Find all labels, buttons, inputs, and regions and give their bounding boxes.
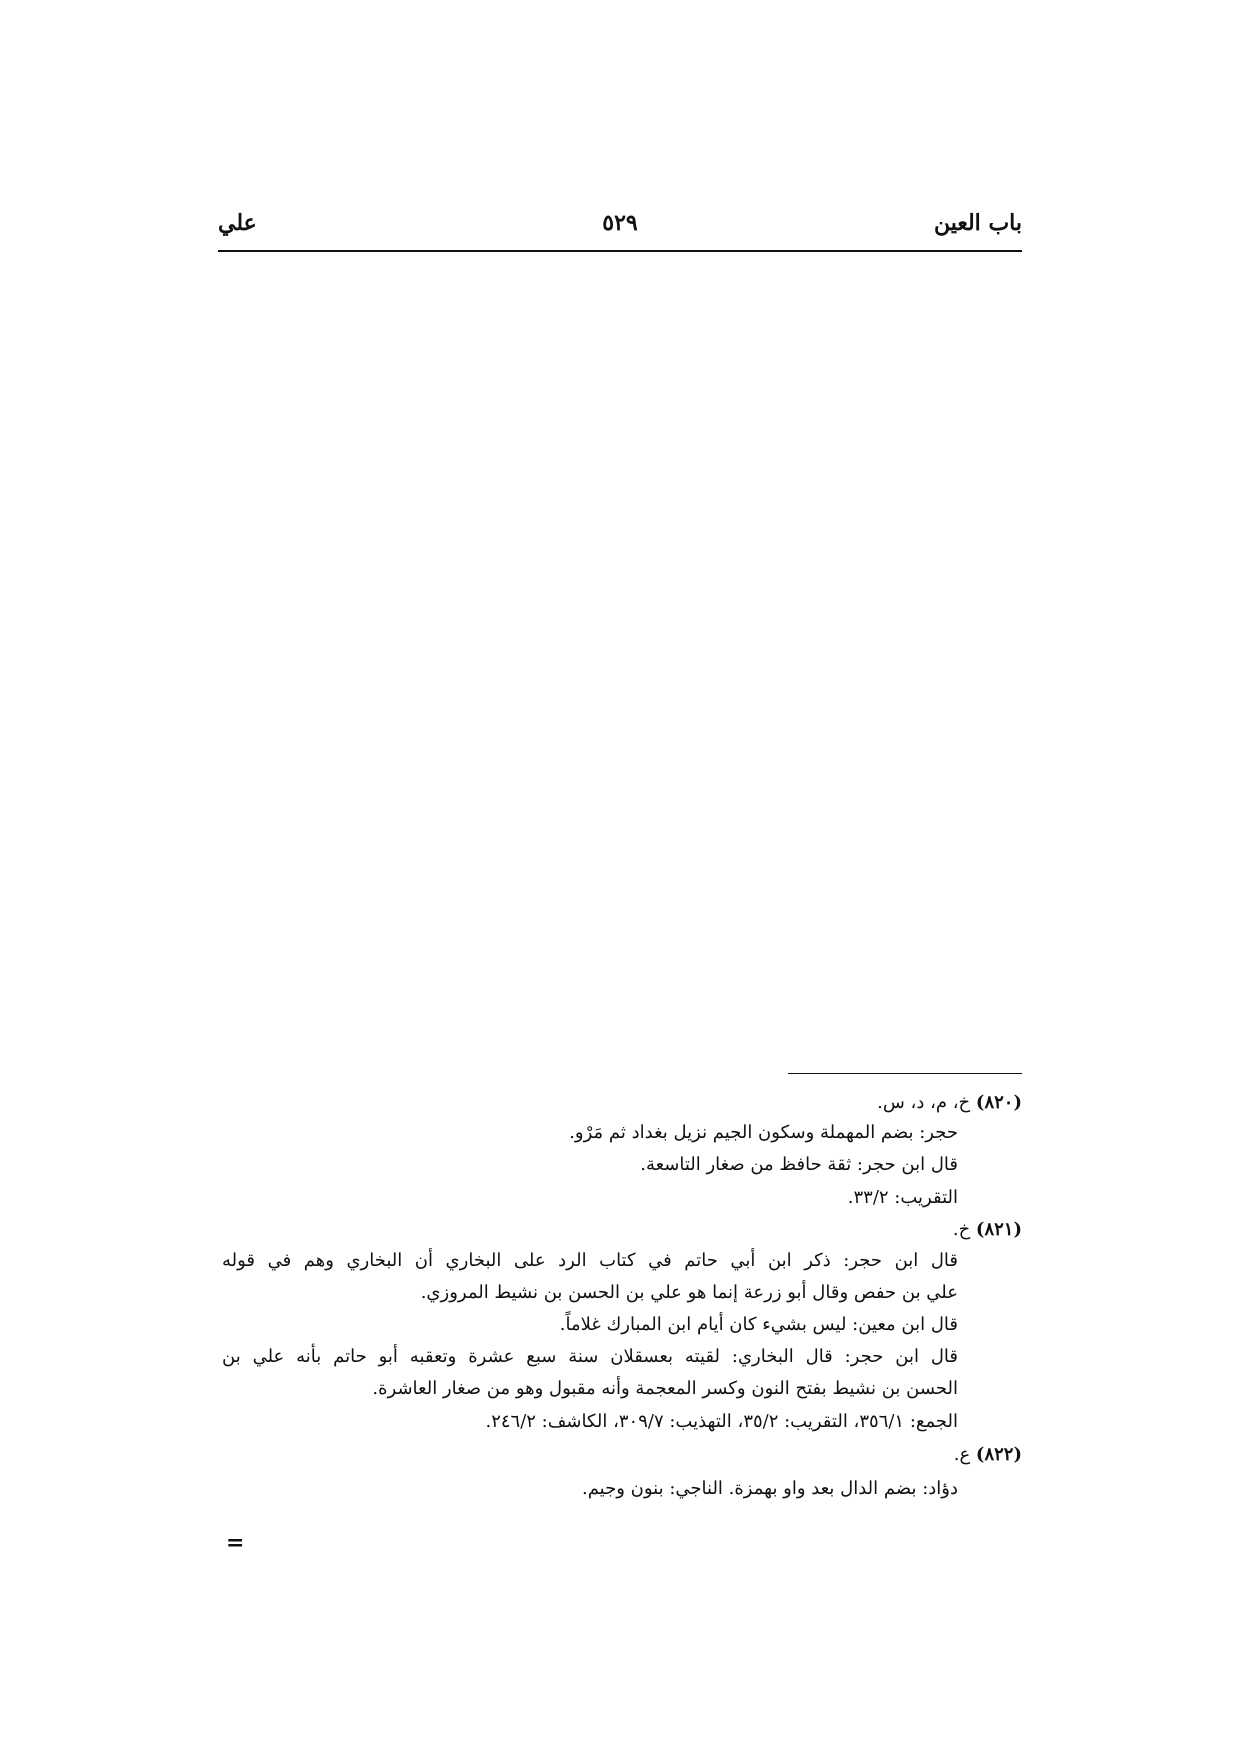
footnote-821-head xyxy=(953,1215,1022,1245)
footnote-sigla: خ. xyxy=(952,1219,971,1240)
header-rule xyxy=(218,250,1022,252)
footnote-sigla: خ، م، د، س. xyxy=(877,1092,971,1113)
continuation-mark: = xyxy=(226,1530,245,1556)
page-number: ٥٢٩ xyxy=(602,210,638,236)
footnote-line: قال ابن حجر: ثقة حافظ من صغار التاسعة. xyxy=(640,1154,958,1175)
footnote-sigla: ع. xyxy=(953,1444,971,1465)
footnote-number: (٨٢٢) xyxy=(975,1444,1022,1465)
running-head xyxy=(218,210,1022,250)
footnote-number: (٨٢٠) xyxy=(975,1092,1022,1113)
footnote-line: قال ابن حجر: قال البخاري: لقيته بعسقلان سنة سبع عشرة وتعقبه أبو حاتم بأنه علي بن xyxy=(222,1346,958,1367)
footnote-822-head xyxy=(954,1440,1022,1470)
chapter-title: باب العين xyxy=(933,210,1022,236)
footnote-line: علي بن حفص وقال أبو زرعة إنما هو علي بن الحسن بن نشيط المروزي. xyxy=(420,1282,958,1303)
footnote-line: قال ابن معين: ليس بشيء كان أيام ابن المبارك غلاماً. xyxy=(559,1314,958,1335)
footnote-line: الجمع: ٣٥٦/١، التقريب: ٣٥/٢، التهذيب: ٣٠٩/٧، الكاشف: ٢٤٦/٢. xyxy=(485,1411,958,1432)
entry-name-header: علي xyxy=(218,210,257,236)
footnote-number: (٨٢١) xyxy=(975,1219,1022,1240)
footnote-820-head xyxy=(877,1088,1022,1118)
footnote-line: الحسن بن نشيط بفتح النون وكسر المعجمة وأنه مقبول وهو من صغار العاشرة. xyxy=(372,1378,958,1399)
footnote-line: دؤاد: بضم الدال بعد واو بهمزة. الناجي: بنون وجيم. xyxy=(581,1478,958,1499)
footnote-line: قال ابن حجر: ذكر ابن أبي حاتم في كتاب الرد على البخاري أن البخاري وهم في قوله xyxy=(222,1250,958,1271)
footnote-line: التقريب: ٣٣/٢. xyxy=(847,1187,958,1208)
footnote-line: حجر: بضم المهملة وسكون الجيم نزيل بغداد ثم مَرْو. xyxy=(569,1122,958,1143)
footnote-rule xyxy=(788,1073,1022,1074)
